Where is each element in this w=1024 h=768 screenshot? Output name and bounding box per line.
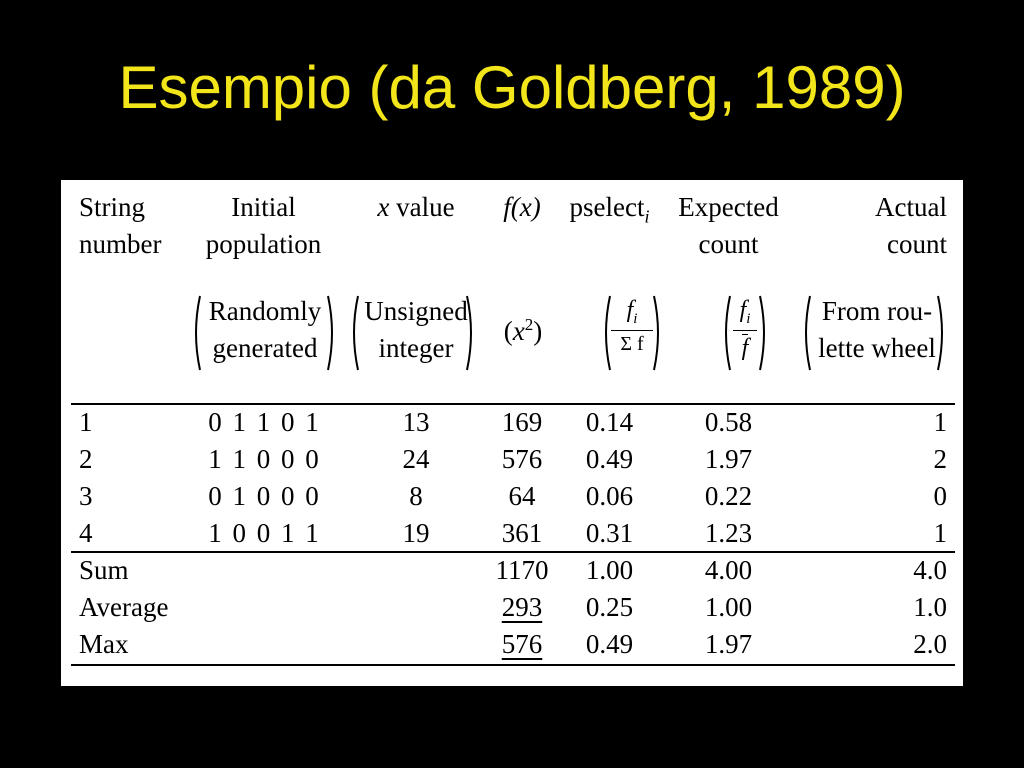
fraction-numerator: f (626, 297, 634, 323)
note-line: integer (378, 333, 454, 363)
cell-fx: 1170 (495, 555, 549, 585)
cell-fx: 576 (501, 444, 543, 474)
cell-x-value: 24 (402, 444, 430, 474)
cell-pselect: 0.31 (585, 518, 634, 548)
cell-fx: 361 (501, 518, 543, 548)
cell-pselect: 1.00 (585, 555, 634, 585)
rule-middle (71, 551, 955, 553)
right-paren-icon (466, 294, 476, 372)
cell-expected-count: 4.00 (704, 555, 753, 585)
cell-string-number: 2 (79, 444, 93, 474)
rule-bottom (71, 664, 955, 666)
header-pselect (557, 194, 662, 225)
fraction-numerator-sub: i (746, 310, 751, 327)
cell-string-number: 4 (79, 518, 93, 548)
note-x-base: x (512, 316, 525, 346)
cell-x-value: 13 (402, 407, 430, 437)
left-paren-icon (601, 294, 611, 372)
header-fx (487, 194, 557, 221)
cell-actual-count: 1 (933, 518, 947, 548)
cell-fx: 64 (508, 481, 536, 511)
header-x-symbol: x (377, 192, 390, 222)
note-line: Randomly (208, 296, 322, 326)
cell-expected-count: 1.23 (704, 518, 753, 548)
header-line: Actual (875, 192, 947, 222)
cell-summary-label: Max (79, 629, 129, 659)
cell-pselect: 0.49 (585, 629, 634, 659)
cell-expected-count: 0.58 (704, 407, 753, 437)
header-fx-text: f(x) (503, 192, 541, 222)
cell-expected-count: 1.97 (704, 629, 753, 659)
header-line: String (79, 192, 146, 222)
cell-expected-count: 0.22 (704, 481, 753, 511)
fraction-denominator: f (741, 335, 749, 362)
cell-initial-population: 1 1 0 0 0 (208, 444, 319, 474)
note-line: Unsigned (364, 296, 468, 326)
header-actual-count (801, 194, 947, 258)
note-roulette-wheel (809, 298, 945, 362)
cell-expected-count: 1.00 (704, 592, 753, 622)
header-x-value (361, 194, 471, 221)
cell-actual-count: 0 (933, 481, 947, 511)
header-pselect-sub: i (644, 206, 650, 227)
right-paren-icon (327, 294, 337, 372)
cell-actual-count: 1.0 (913, 592, 947, 622)
header-line: count (887, 229, 947, 259)
cell-initial-population: 0 1 1 0 1 (208, 407, 319, 437)
header-pselect-text: pselect (569, 192, 645, 222)
cell-x-value: 8 (409, 481, 423, 511)
cell-x-value: 19 (402, 518, 430, 548)
cell-string-number: 3 (79, 481, 93, 511)
cell-actual-count: 2 (933, 444, 947, 474)
cell-actual-count: 2.0 (913, 629, 947, 659)
note-line: lette wheel (818, 333, 936, 363)
cell-initial-population: 1 0 0 1 1 (208, 518, 319, 548)
note-x-squared: $(x^2)$ (503, 315, 543, 346)
cell-fx: 293 (501, 592, 543, 622)
header-line: count (698, 229, 759, 259)
cell-pselect: 0.25 (585, 592, 634, 622)
header-value-word: value (389, 192, 455, 222)
header-string-number (79, 194, 161, 258)
goldberg-table (61, 180, 963, 686)
cell-summary-label: Sum (79, 555, 129, 585)
cell-pselect: 0.14 (585, 407, 634, 437)
note-line: generated (212, 333, 318, 363)
cell-pselect: 0.06 (585, 481, 634, 511)
right-paren-icon (653, 294, 663, 372)
note-initial-population (199, 298, 331, 362)
pselect-fraction (611, 298, 653, 354)
note-line: From rou- (821, 296, 933, 326)
cell-fx: 169 (501, 407, 543, 437)
fraction-denominator: Σ f (620, 333, 644, 356)
cell-initial-population: 0 1 0 0 0 (208, 481, 319, 511)
expected-fraction (731, 298, 759, 360)
header-line: number (79, 229, 162, 259)
cell-summary-label: Average (79, 592, 169, 622)
header-initial-population (191, 194, 336, 258)
left-paren-icon (721, 294, 731, 372)
fraction-bar (611, 330, 653, 332)
right-paren-icon (937, 294, 947, 372)
cell-pselect: 0.49 (585, 444, 634, 474)
cell-fx: 576 (501, 629, 543, 659)
right-paren-icon (759, 294, 769, 372)
fraction-numerator-sub: i (633, 310, 638, 327)
fraction-numerator: f (739, 297, 747, 323)
cell-expected-count: 1.97 (704, 444, 753, 474)
header-expected-count (661, 194, 796, 258)
header-line: population (205, 229, 322, 259)
slide-title: Esempio (da Goldberg, 1989) (118, 54, 906, 121)
cell-actual-count: 4.0 (913, 555, 947, 585)
header-line: Expected (678, 192, 779, 222)
cell-actual-count: 1 (933, 407, 947, 437)
note-unsigned-integer (357, 298, 475, 362)
cell-string-number: 1 (79, 407, 93, 437)
note-x-exponent: 2 (524, 315, 534, 334)
fraction-bar (733, 330, 757, 332)
rule-top (71, 403, 955, 405)
header-line: Initial (231, 192, 296, 222)
